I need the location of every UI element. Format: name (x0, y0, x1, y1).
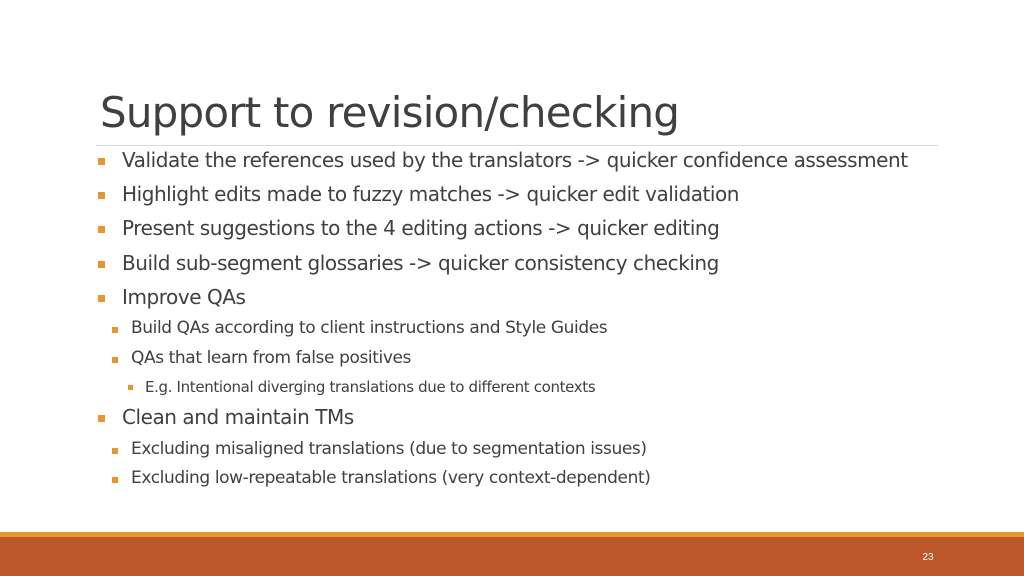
sub-bullet-text: Excluding misaligned translations (due to segmentation issues) (131, 439, 647, 459)
bullet-text: Validate the references used by the translators -> quicker confidence assessment (122, 148, 908, 172)
slide-title: Support to revision/checking (100, 88, 680, 137)
square-bullet-icon (112, 357, 118, 363)
square-bullet-icon (98, 226, 105, 233)
square-bullet-icon (98, 261, 105, 268)
sub-bullet-text: Build QAs according to client instructions and Style Guides (131, 318, 608, 338)
bullet-text: Highlight edits made to fuzzy matches -> quicker edit validation (122, 182, 740, 206)
square-bullet-icon (98, 158, 105, 165)
square-bullet-icon (98, 192, 105, 199)
square-bullet-icon (112, 327, 118, 333)
square-bullet-icon (98, 415, 105, 422)
sub-sub-bullet-text: E.g. Intentional diverging translations due to different contexts (145, 378, 596, 396)
sub-bullet-text: QAs that learn from false positives (131, 348, 412, 368)
bullet-text: Build sub-segment glossaries -> quicker consistency checking (122, 251, 719, 275)
bullet-text: Improve QAs (122, 285, 246, 309)
sub-bullet-text: Excluding low-repeatable translations (very context-dependent) (131, 468, 651, 488)
bullet-text: Clean and maintain TMs (122, 405, 354, 429)
square-bullet-icon (112, 448, 118, 454)
page-number: 23 (922, 552, 934, 563)
square-bullet-icon (112, 477, 118, 483)
footer-band (0, 537, 1024, 576)
square-bullet-icon (98, 295, 105, 302)
bullet-text: Present suggestions to the 4 editing actions -> quicker editing (122, 216, 720, 240)
square-bullet-icon (128, 385, 133, 390)
